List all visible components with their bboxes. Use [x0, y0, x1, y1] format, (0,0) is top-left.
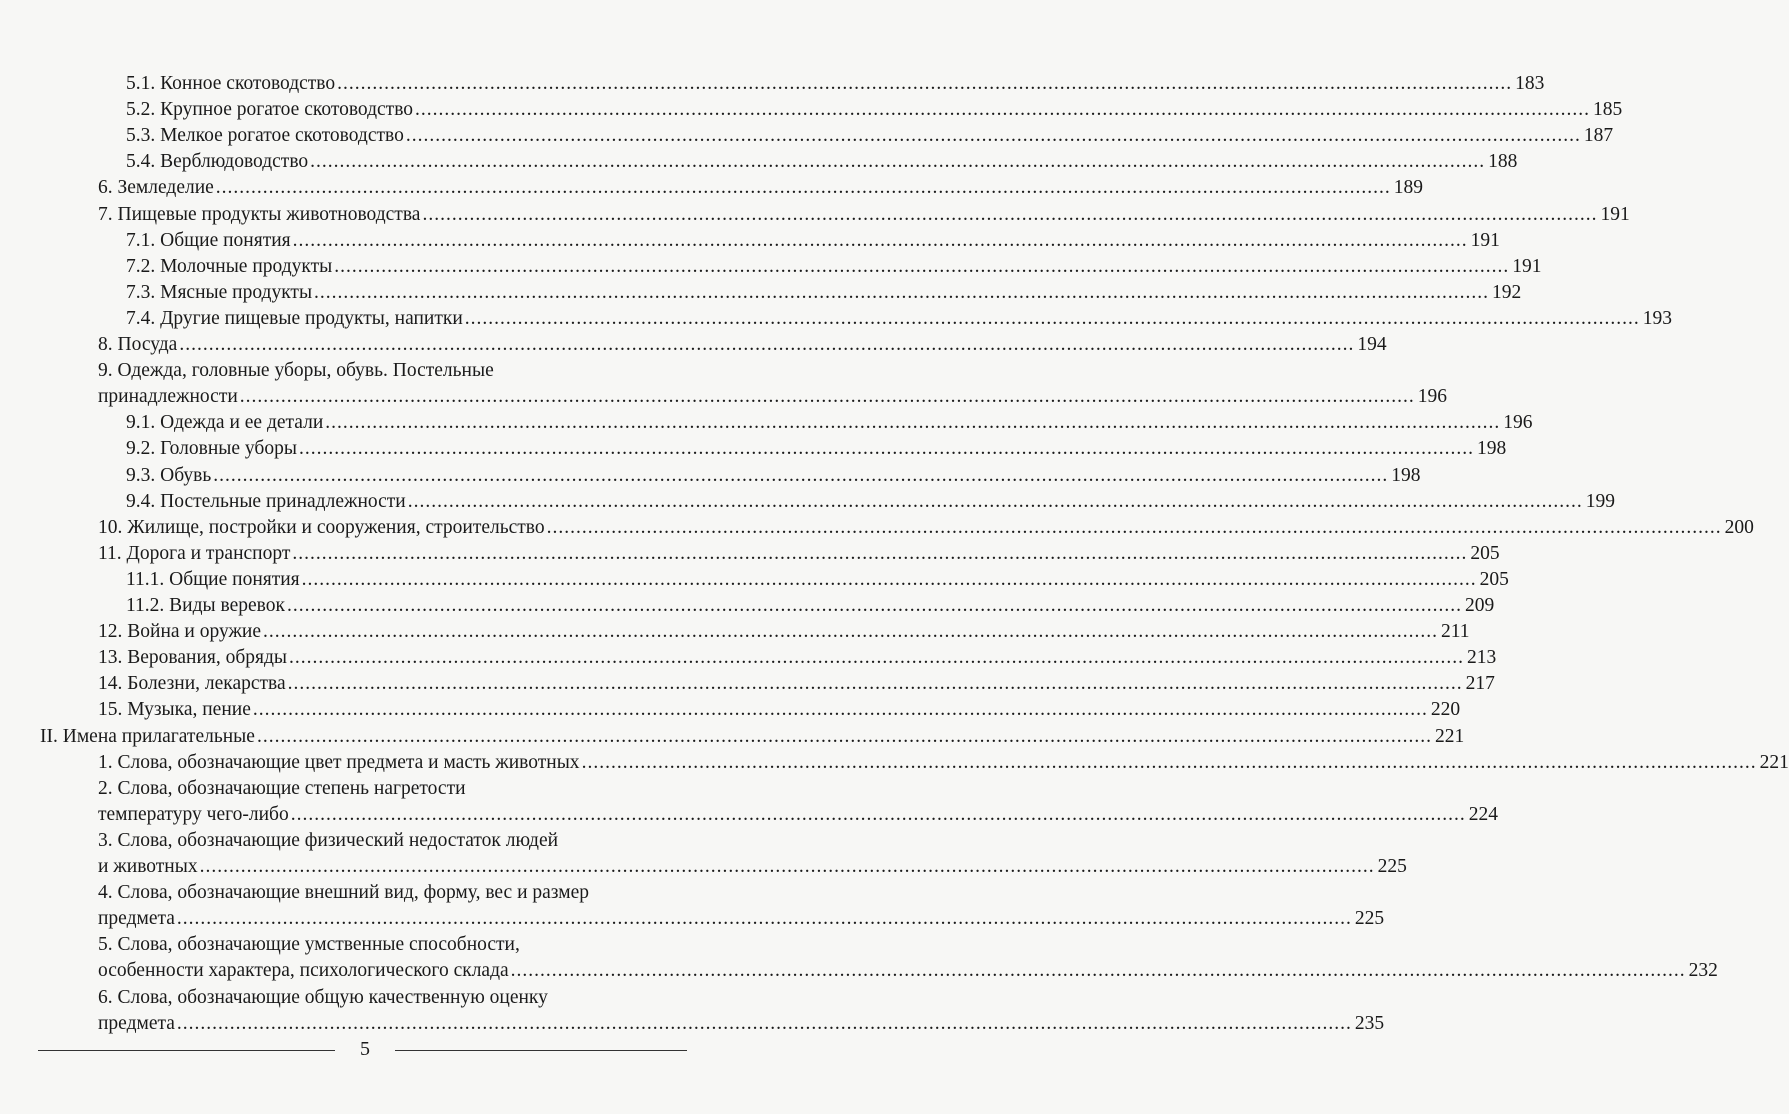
dot-leader: ........................................................................................................................................................................................................: [422, 203, 1598, 225]
footer-rule-right: [395, 1050, 687, 1051]
toc-page-number: 191: [1600, 203, 1630, 225]
dot-leader: ........................................................................................................................................................................................................: [252, 699, 1428, 721]
toc-entry-title: 7.4. Другие пищевые продукты, напитки: [126, 307, 463, 329]
dot-leader: ........................................................................................................................................................................................................: [510, 960, 1686, 982]
toc-line: [98, 541, 1500, 567]
toc-entry-title: 10. Жилище, постройки и сооружения, строительство: [98, 516, 545, 538]
toc-page-number: 196: [1503, 412, 1533, 434]
toc-entry-title: 5.4. Верблюдоводство: [126, 151, 309, 173]
dot-leader: ........................................................................................................................................................................................................: [405, 125, 1581, 147]
toc-page-number: 194: [1357, 334, 1387, 355]
dot-leader: ........................................................................................................................................................................................................: [314, 281, 1490, 303]
toc-line: [126, 306, 1673, 332]
toc-line: [98, 1011, 1385, 1037]
toc-entry-title: 5.1. Конное скотоводство: [126, 73, 336, 94]
toc-page-number: 205: [1470, 542, 1500, 564]
toc-page-number: 232: [1688, 960, 1718, 982]
toc-line: [98, 932, 679, 958]
dot-leader: ........................................................................................................................................................................................................: [415, 99, 1591, 121]
toc-page-number: 191: [1512, 255, 1542, 277]
toc-line: [126, 254, 1542, 280]
toc-entry-title: 5.2. Крупное рогатое скотоводство: [126, 99, 414, 121]
toc-entry-title: 9. Одежда, головные уборы, обувь. Постельные: [98, 360, 494, 382]
footer-rule-left: [38, 1050, 335, 1051]
toc-page-number: 235: [1354, 1012, 1385, 1034]
toc-line: [98, 384, 1448, 410]
toc-line: [98, 202, 1630, 228]
toc-line: [98, 906, 1385, 932]
toc-line: [126, 149, 1518, 175]
toc-line: [98, 880, 679, 906]
toc-page-number: 188: [1488, 151, 1518, 173]
toc-line: [126, 593, 1495, 619]
toc-page-number: 198: [1391, 464, 1421, 486]
dot-leader: ........................................................................................................................................................................................................: [286, 595, 1462, 616]
toc-entry-title: предмета: [98, 908, 175, 930]
toc-page-number: 205: [1479, 568, 1509, 590]
toc-entry-title: 2. Слова, обозначающие степень нагретости: [98, 777, 466, 799]
toc-entry-title: 15. Музыка, пение: [98, 699, 251, 721]
toc-line: [126, 567, 1509, 593]
dot-leader: ........................................................................................................................................................................................................: [581, 751, 1757, 773]
toc-entry-title: 1. Слова, обозначающие цвет предмета и масть животных: [98, 751, 580, 773]
toc-line: [98, 358, 679, 384]
dot-leader: ........................................................................................................................................................................................................: [256, 725, 1432, 747]
toc-line: [126, 123, 1614, 149]
toc-page-number: 199: [1585, 490, 1615, 512]
toc-entry-title: 7.1. Общие понятия: [126, 229, 291, 251]
toc-line: [126, 228, 1500, 254]
toc-entry-title: 7.3. Мясные продукты: [126, 281, 313, 303]
dot-leader: ........................................................................................................................................................................................................: [407, 490, 1583, 512]
dot-leader: ........................................................................................................................................................................................................: [176, 908, 1352, 930]
toc-entry-title: температуру чего-либо: [98, 803, 289, 825]
toc-page-number: 213: [1467, 647, 1497, 669]
dot-leader: ........................................................................................................................................................................................................: [546, 516, 1722, 538]
dot-leader: ........................................................................................................................................................................................................: [287, 673, 1463, 695]
toc-line: [98, 776, 679, 802]
dot-leader: ........................................................................................................................................................................................................: [301, 568, 1477, 590]
dot-leader: ........................................................................................................................................................................................................: [263, 621, 1439, 643]
dot-leader: ........................................................................................................................................................................................................: [325, 412, 1501, 434]
toc-entry-title: 3. Слова, обозначающие физический недостаток людей: [98, 829, 559, 851]
dot-leader: ........................................................................................................................................................................................................: [298, 438, 1474, 460]
toc-line: [126, 97, 1623, 123]
toc-page-number: 183: [1515, 73, 1545, 94]
toc-line: [126, 436, 1507, 462]
dot-leader: ........................................................................................................................................................................................................: [337, 73, 1513, 94]
toc-page-number: 185: [1593, 99, 1623, 121]
toc-entry-title: 9.3. Обувь: [126, 464, 212, 486]
toc-page-number: 189: [1393, 177, 1424, 199]
toc-entry-title: предмета: [98, 1012, 175, 1034]
dot-leader: ........................................................................................................................................................................................................: [179, 334, 1355, 355]
toc-line: [126, 410, 1533, 436]
toc-entry-title: принадлежности: [98, 386, 238, 408]
toc-page-number: 192: [1492, 281, 1522, 303]
toc-page-number: 220: [1430, 699, 1461, 721]
toc-line: [98, 175, 1424, 201]
toc-line: [40, 724, 1465, 750]
toc-entry-title: 11. Дорога и транспорт: [98, 542, 291, 564]
dot-leader: ........................................................................................................................................................................................................: [290, 803, 1466, 825]
toc-entry-title: 6. Слова, обозначающие общую качественную оценку: [98, 986, 548, 1008]
toc-line: [126, 489, 1615, 515]
toc-page-number: 221: [1434, 725, 1465, 747]
toc-entry-title: 14. Болезни, лекарства: [98, 673, 286, 695]
toc-entry-title: 13. Верования, обряды: [98, 647, 288, 669]
toc-line: [98, 332, 1387, 358]
dot-leader: ........................................................................................................................................................................................................: [334, 255, 1510, 277]
toc-page-number: 198: [1476, 438, 1507, 460]
toc-entry-title: 8. Посуда: [98, 334, 178, 355]
toc-entry-title: 5. Слова, обозначающие умственные способности,: [98, 934, 520, 956]
toc-line: [98, 515, 1754, 541]
toc-page-number: 187: [1583, 125, 1614, 147]
dot-leader: ........................................................................................................................................................................................................: [292, 229, 1468, 251]
toc-entry-title: и животных: [98, 856, 198, 877]
toc-line: [126, 280, 1522, 306]
toc-entry-title: 7. Пищевые продукты животноводства: [98, 203, 421, 225]
toc-entry-title: 7.2. Молочные продукты: [126, 255, 333, 277]
toc-line: [98, 697, 1461, 723]
dot-leader: ........................................................................................................................................................................................................: [176, 1012, 1352, 1034]
toc-line: [98, 619, 1470, 645]
toc-page-number: 200: [1724, 516, 1754, 538]
toc-entry-title: 5.3. Мелкое рогатое скотоводство: [126, 125, 404, 147]
toc-line: [98, 828, 679, 854]
toc-entry-title: 6. Земледелие: [98, 177, 214, 199]
toc-page-number: 221: [1759, 751, 1789, 773]
toc-entry-title: 11.1. Общие понятия: [126, 568, 300, 590]
toc-entry-title: 9.2. Головные уборы: [126, 438, 297, 460]
toc-page-number: 191: [1470, 229, 1500, 251]
toc-line: [98, 802, 1498, 828]
toc-line: [126, 71, 1545, 97]
toc-line: [126, 463, 1421, 489]
toc-page-number: 193: [1642, 307, 1673, 329]
toc-line: [98, 985, 679, 1011]
toc-page-number: 196: [1417, 386, 1448, 408]
toc-page-number: 224: [1468, 803, 1498, 825]
toc-page-number: 225: [1354, 908, 1385, 930]
dot-leader: ........................................................................................................................................................................................................: [289, 647, 1465, 669]
toc-line: [98, 958, 1718, 984]
toc-entry-title: 11.2. Виды веревок: [126, 595, 285, 616]
dot-leader: ........................................................................................................................................................................................................: [215, 177, 1391, 199]
toc-entry-title: II. Имена прилагательные: [40, 725, 255, 747]
dot-leader: ........................................................................................................................................................................................................: [213, 464, 1389, 486]
dot-leader: ........................................................................................................................................................................................................: [199, 856, 1375, 877]
toc-entry-title: 4. Слова, обозначающие внешний вид, форму, вес и размер: [98, 882, 589, 904]
toc-line: [98, 854, 1407, 880]
toc-entry-title: 9.1. Одежда и ее детали: [126, 412, 324, 434]
dot-leader: ........................................................................................................................................................................................................: [239, 386, 1415, 408]
toc-entry-title: 12. Война и оружие: [98, 621, 262, 643]
toc-entry-title: 9.4. Постельные принадлежности: [126, 490, 406, 512]
dot-leader: ........................................................................................................................................................................................................: [292, 542, 1468, 564]
toc-line: [98, 671, 1495, 697]
toc-page-number: 217: [1465, 673, 1495, 695]
toc-line: [98, 750, 1789, 776]
toc-page-number: 209: [1464, 595, 1495, 616]
toc-page-number: 225: [1377, 856, 1407, 877]
page-footer: [0, 1036, 759, 1076]
dot-leader: ........................................................................................................................................................................................................: [310, 151, 1486, 173]
toc-page-number: 211: [1441, 621, 1470, 643]
toc-entry-title: особенности характера, психологического склада: [98, 960, 509, 982]
page-number: 5: [360, 1038, 370, 1060]
dot-leader: ........................................................................................................................................................................................................: [464, 307, 1640, 329]
toc-line: [98, 645, 1497, 671]
